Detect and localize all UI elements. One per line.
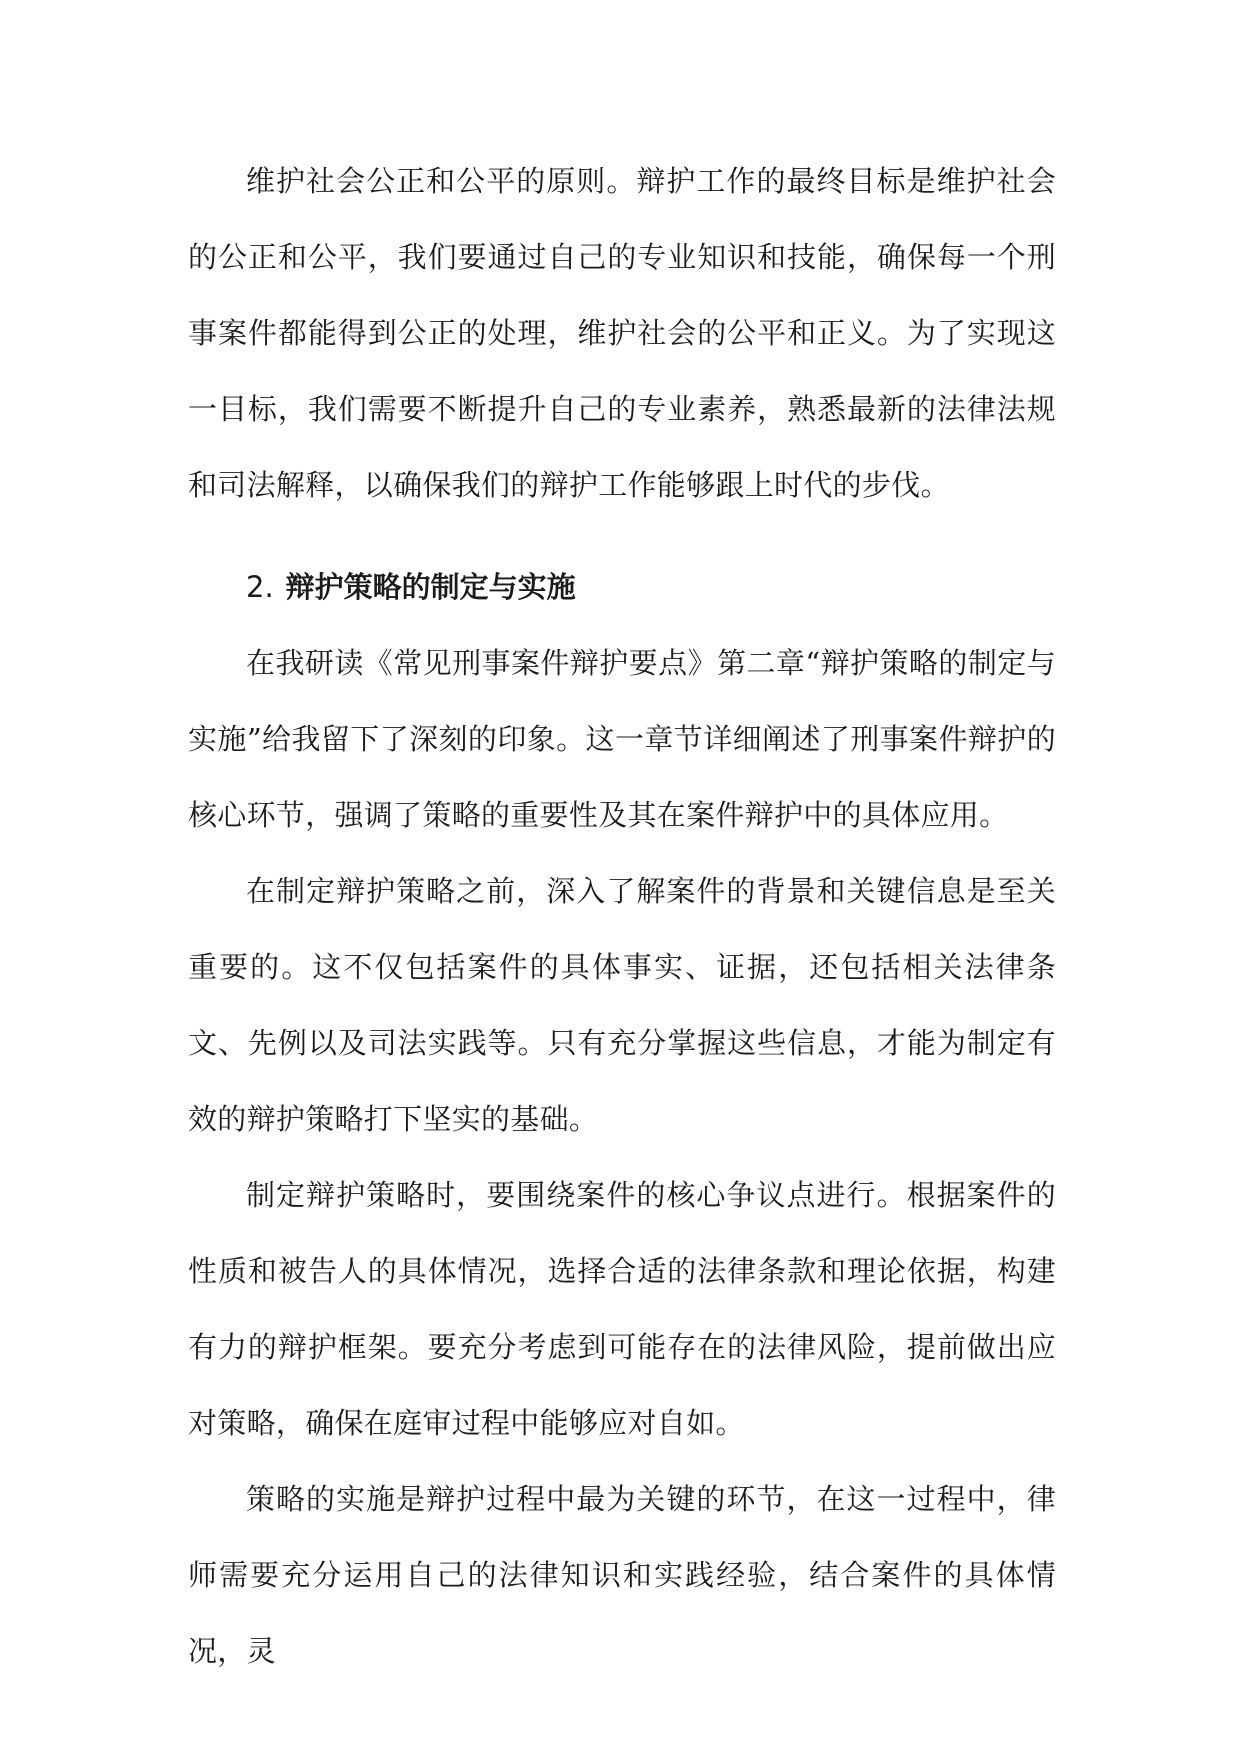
document-body bbox=[188, 143, 1056, 1689]
section-title: 辩护策略的制定与实施 bbox=[285, 570, 576, 604]
section-heading bbox=[188, 549, 1056, 625]
paragraph-4: 策略的实施是辩护过程中最为关键的环节，在这一过程中，律师需要充分运用自己的法律知识和实践经验，结合案件的具体情况，灵 bbox=[188, 1482, 1056, 1668]
section-number: 2. bbox=[246, 570, 274, 604]
paragraph-intro: 维护社会公正和公平的原则。辩护工作的最终目标是维护社会的公正和公平，我们要通过自己的专业知识和技能，确保每一个刑事案件都能得到公正的处理，维护社会的公平和正义。为了实现这一目标，我们需要不断提升自己的专业素养，熟悉最新的法律法规和司法解释，以确保我们的辩护工作能够跟上时代的步伐。 bbox=[188, 164, 1056, 502]
paragraph-1: 在我研读《常见刑事案件辩护要点》第二章“辩护策略的制定与实施”给我留下了深刻的印象。这一章节详细阐述了刑事案件辩护的核心环节，强调了策略的重要性及其在案件辩护中的具体应用。 bbox=[188, 646, 1056, 832]
paragraph-2: 在制定辩护策略之前，深入了解案件的背景和关键信息是至关重要的。这不仅包括案件的具体事实、证据，还包括相关法律条文、先例以及司法实践等。只有充分掌握这些信息，才能为制定有效的辩护策略打下坚实的基础。 bbox=[188, 874, 1056, 1136]
paragraph-3: 制定辩护策略时，要围绕案件的核心争议点进行。根据案件的性质和被告人的具体情况，选择合适的法律条款和理论依据，构建有力的辩护框架。要充分考虑到可能存在的法律风险，提前做出应对策略，确保在庭审过程中能够应对自如。 bbox=[188, 1178, 1056, 1440]
